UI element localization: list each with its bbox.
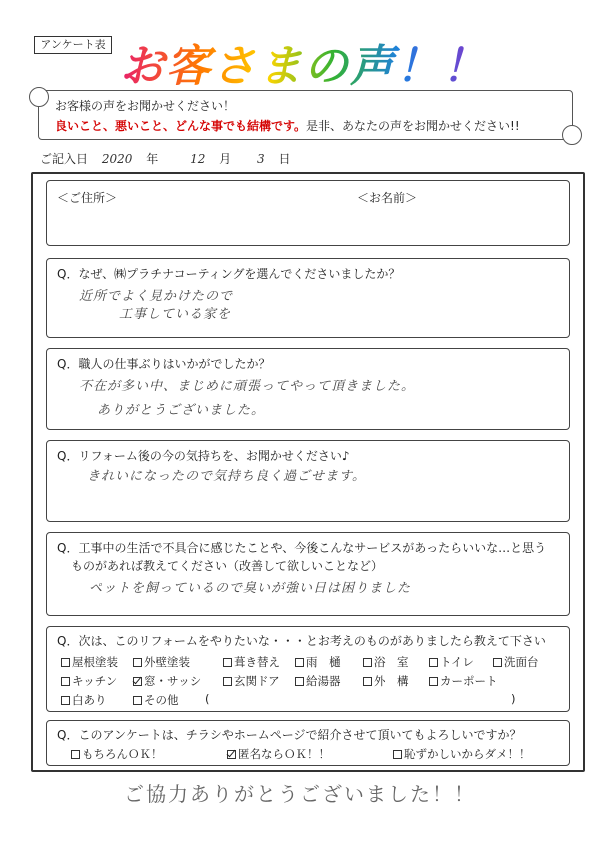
checkbox[interactable] [223,677,232,686]
question-text-cont: ものがあれば教えてください（改善して欲しいことなど） [71,559,384,573]
name-label: ＜お名前＞ [357,191,418,205]
checkbox[interactable] [429,677,438,686]
question-text: Q．リフォーム後の今の気持ちを、お聞かせください♪ [57,449,350,463]
date-month: 12 [190,152,206,166]
checkbox[interactable] [61,677,70,686]
handwritten-answer: きれいになったので気持ち良く過ごせます。 [87,469,366,484]
intro-banner [38,90,573,140]
question-text: Q．職人の仕事ぶりはいかがでしたか？ [57,357,271,371]
date-label: ご記入日 [40,152,89,166]
checkbox[interactable] [61,658,70,667]
question-box-3 [46,440,570,522]
handwritten-answer: 不在が多い中、まじめに頑張ってやって頂きました。 [79,379,416,394]
checkbox[interactable] [71,750,80,759]
option-gutter[interactable]: 雨 樋 [295,654,341,670]
date-year: 2020 [101,152,133,166]
option-no[interactable]: 恥ずかしいからダメ！！ [393,746,531,762]
question-text: Q．工事中の生活で不具合に感じたことや、今後こんなサービスがあったらいいな…と思う [57,541,547,555]
scroll-curl-right [562,125,582,145]
intro-line-1: お客様の声をお聞かせください！ [55,99,236,113]
other-paren-close: ) [511,692,516,706]
address-label: ＜ご住所＞ [57,191,118,205]
checkbox[interactable] [295,677,304,686]
option-reroofing[interactable]: 葺き替え [223,654,280,670]
option-carport[interactable]: カーポート [429,673,498,689]
other-paren-open: ( [205,692,210,706]
option-bathroom[interactable]: 浴 室 [363,654,409,670]
checkbox[interactable] [363,658,372,667]
checkbox[interactable] [223,658,232,667]
checkbox-checked[interactable] [133,677,142,686]
date-day: 3 [257,152,265,166]
option-other[interactable]: その他 [133,692,179,708]
option-exterior-wall[interactable]: 外壁塗装 [133,654,190,670]
scroll-curl-left [29,87,49,107]
intro-line-2 [55,117,520,134]
survey-tag: アンケート表 [34,36,112,54]
intro-rest: 是非、あなたの声をお聞かせください!! [306,119,520,133]
handwritten-answer: ありがとうございました。 [97,403,266,418]
option-water-heater[interactable]: 給湯器 [295,673,341,689]
checkbox-checked[interactable] [227,750,236,759]
question-box-2 [46,348,570,430]
question-text: Q．次は、このリフォームをやりたいな・・・とお考えのものがありましたら教えて下さい [57,634,546,648]
question-box-1 [46,258,570,338]
date-month-unit: 月 [219,152,232,166]
option-kitchen[interactable]: キッチン [61,673,117,689]
checkbox[interactable] [133,658,142,667]
checkbox[interactable] [363,677,372,686]
date-row [40,150,301,167]
option-ok[interactable]: もちろんＯＫ！ [71,746,163,762]
question-text: Q．このアンケートは、チラシやホームページで紹介させて頂いてもよろしいですか？ [57,728,522,742]
question-box-4 [46,532,570,616]
checkbox[interactable] [295,658,304,667]
option-entrance-door[interactable]: 玄関ドア [223,673,280,689]
checkbox[interactable] [493,658,502,667]
permission-box [46,720,570,766]
option-washbasin[interactable]: 洗面台 [493,654,539,670]
intro-emphasis: 良いこと、悪いこと、どんな事でも結構です。 [55,119,307,133]
option-roof-painting[interactable]: 屋根塗装 [61,654,118,670]
option-toilet[interactable]: トイレ [429,654,474,670]
option-termite[interactable]: 白あり [61,692,107,708]
date-day-unit: 日 [278,152,291,166]
checkbox[interactable] [429,658,438,667]
option-exterior[interactable]: 外 構 [363,673,409,689]
question-text: Q．なぜ、㈱プラチナコーティングを選んでくださいましたか？ [57,267,401,281]
checkbox[interactable] [133,696,142,705]
handwritten-answer: 近所でよく見かけたので [79,289,234,304]
page-title: お客さまの声！！ [120,30,488,94]
thanks-message: ご協力ありがとうございました！！ [124,782,476,806]
handwritten-answer: ペットを飼っているので臭いが強い日は困りました [89,581,412,596]
handwritten-answer: 工事している家を [119,307,232,322]
date-year-unit: 年 [146,152,159,166]
checkbox[interactable] [393,750,402,759]
option-window-sash[interactable]: 窓・サッシ [133,673,201,689]
address-name-box [46,180,570,246]
reform-wishes-box [46,626,570,712]
checkbox[interactable] [61,696,70,705]
option-anonymous-ok[interactable]: 匿名ならＯＫ！！ [227,746,330,762]
